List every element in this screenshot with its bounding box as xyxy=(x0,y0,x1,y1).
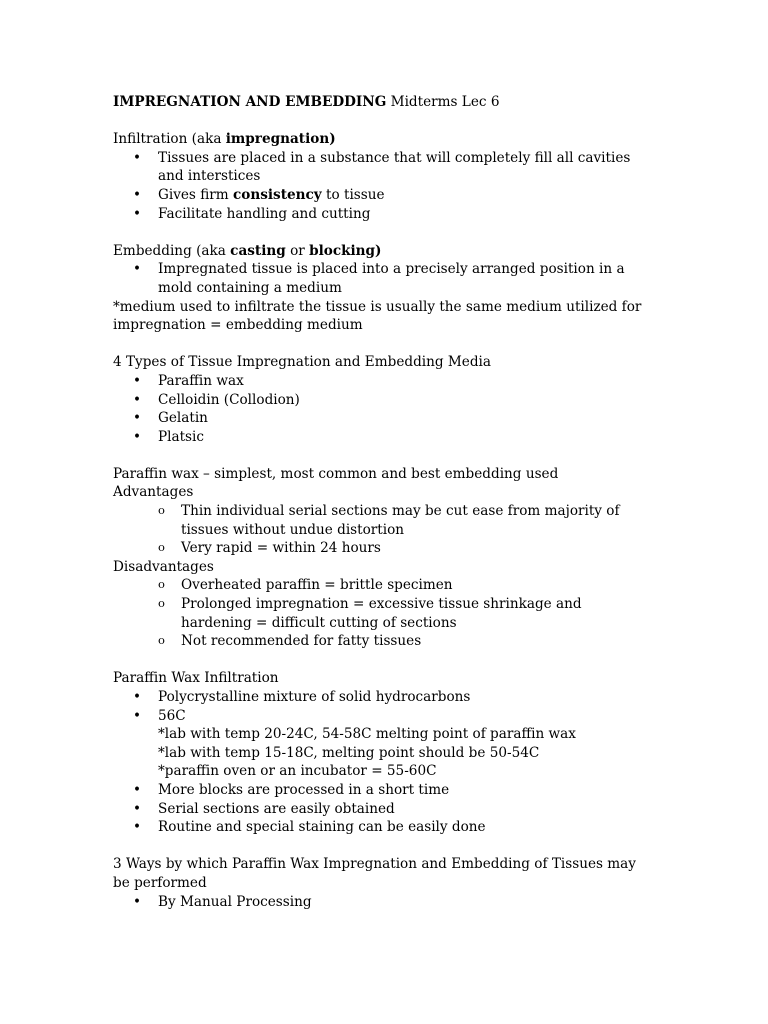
disadvantages-list xyxy=(113,576,653,650)
list-item: o Not recommended for fatty tissues xyxy=(113,632,653,651)
types-heading: 4 Types of Tissue Impregnation and Embedding Media xyxy=(113,354,492,371)
advantages-list xyxy=(113,502,653,558)
spacer xyxy=(113,223,653,242)
types-list xyxy=(113,372,653,446)
spacer xyxy=(113,837,653,856)
text-fragment-bold: blocking) xyxy=(309,242,382,259)
note-line: *paraffin oven or an incubator = 55-60C xyxy=(158,763,437,780)
document-body xyxy=(113,93,653,911)
list-item: • Impregnated tissue is placed into a precisely arranged position in a mold containing a medium xyxy=(113,260,653,297)
infiltration-heading-b: impregnation) xyxy=(225,131,336,148)
note-line: *lab with temp 20-24C, 54-58C melting point of paraffin wax xyxy=(158,726,576,743)
list-item: o Prolonged impregnation = excessive tissue shrinkage and hardening = difficult cutting of sections xyxy=(113,595,653,632)
list-item: • Paraffin wax xyxy=(113,372,653,391)
list-item: • Tissues are placed in a substance that will completely fill all cavities and interstices xyxy=(113,149,653,186)
text-fragment: or xyxy=(285,242,310,259)
advantages-label: Advantages xyxy=(113,484,194,501)
title-bold: IMPREGNATION AND EMBEDDING xyxy=(113,94,387,110)
disadvantages-label: Disadvantages xyxy=(113,558,214,575)
list-item xyxy=(113,186,653,205)
wax-infiltration-list xyxy=(113,688,653,837)
text-line: • 56C xyxy=(158,707,186,724)
text-fragment: Gives firm xyxy=(158,186,234,203)
spacer xyxy=(113,335,653,354)
ways-heading: 3 Ways by which Paraffin Wax Impregnation and Embedding of Tissues may be performed xyxy=(113,856,636,891)
embedding-note: *medium used to infiltrate the tissue is usually the same medium utilized for impregnation = embedding medium xyxy=(113,298,642,334)
title-rest: Midterms Lec 6 xyxy=(386,94,500,110)
list-item xyxy=(113,707,653,781)
list-item: o Overheated paraffin = brittle specimen xyxy=(113,576,653,595)
infiltration-list xyxy=(113,149,653,223)
list-item: • Polycrystalline mixture of solid hydrocarbons xyxy=(113,688,653,707)
text-fragment: to tissue xyxy=(321,186,385,203)
embedding-heading xyxy=(113,242,653,261)
spacer xyxy=(113,112,653,131)
document-title xyxy=(113,93,653,112)
text-fragment: Embedding (aka xyxy=(113,242,231,259)
list-item: • Platsic xyxy=(113,428,653,447)
list-item: • By Manual Processing xyxy=(113,893,653,912)
list-item: • Facilitate handling and cutting xyxy=(113,205,653,224)
list-item: • Gelatin xyxy=(113,409,653,428)
infiltration-heading-a: Infiltration (aka xyxy=(113,131,226,148)
list-item: o Thin individual serial sections may be cut ease from majority of tissues without undue distortion xyxy=(113,502,653,539)
list-item: • More blocks are processed in a short time xyxy=(113,781,653,800)
list-item: • Celloidin (Collodion) xyxy=(113,391,653,410)
wax-infiltration-heading: Paraffin Wax Infiltration xyxy=(113,670,279,687)
spacer xyxy=(113,651,653,670)
paraffin-heading: Paraffin wax – simplest, most common and best embedding used xyxy=(113,465,559,482)
list-item: • Serial sections are easily obtained xyxy=(113,800,653,819)
infiltration-heading xyxy=(113,130,653,149)
note-line: *lab with temp 15-18C, melting point should be 50-54C xyxy=(158,744,540,761)
text-fragment-bold: casting xyxy=(230,242,286,259)
spacer xyxy=(113,446,653,465)
ways-list xyxy=(113,893,653,912)
embedding-list xyxy=(113,260,653,297)
list-item: • Routine and special staining can be easily done xyxy=(113,818,653,837)
text-fragment-bold: consistency xyxy=(233,186,322,203)
list-item: o Very rapid = within 24 hours xyxy=(113,539,653,558)
